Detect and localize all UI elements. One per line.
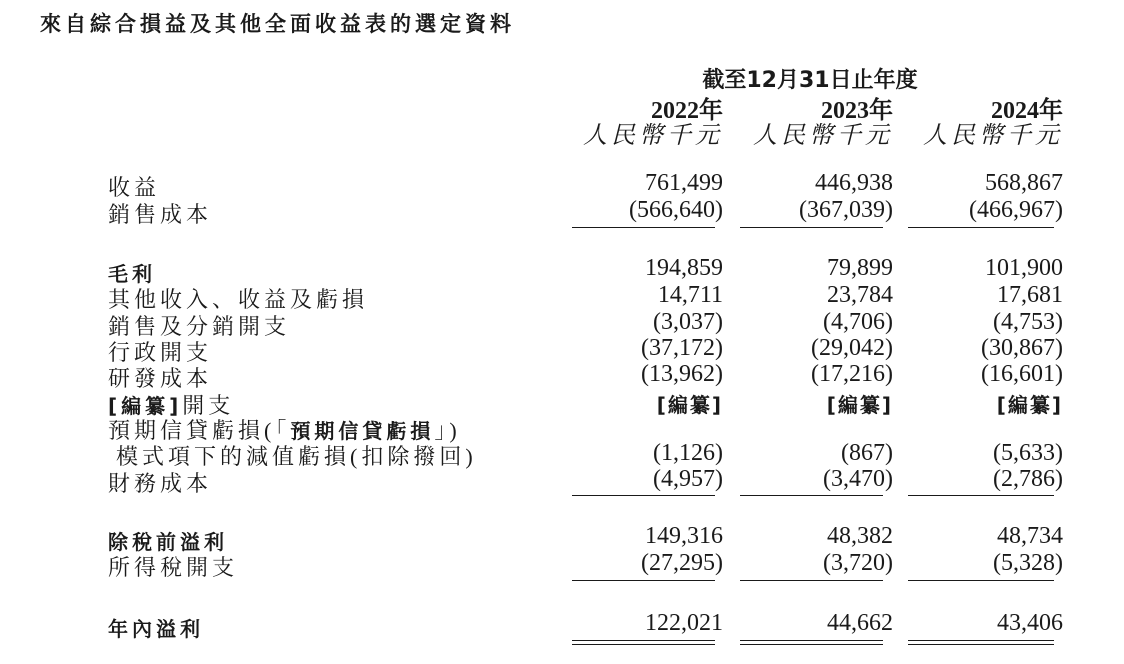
row-label-other-income: 其他收入、收益及虧損 bbox=[108, 287, 369, 312]
row-value: (4,753) bbox=[993, 309, 1063, 335]
year-header-2022: 2022年 bbox=[651, 98, 723, 124]
total-double-rule bbox=[740, 640, 883, 645]
subtotal-rule bbox=[740, 580, 883, 581]
row-label-profit-for-year: 年內溢利 bbox=[108, 617, 204, 641]
row-value: (13,962) bbox=[641, 361, 723, 387]
row-value: 568,867 bbox=[985, 170, 1063, 196]
row-value: (37,172) bbox=[641, 335, 723, 361]
subtotal-rule bbox=[908, 580, 1054, 581]
unit-header-2023: 人民幣千元 bbox=[753, 123, 893, 149]
subtotal-rule bbox=[572, 495, 715, 496]
row-value: (27,295) bbox=[641, 550, 723, 576]
row-value-redacted: [編纂] bbox=[996, 393, 1063, 417]
row-value: (3,720) bbox=[823, 550, 893, 576]
row-value: 446,938 bbox=[815, 170, 893, 196]
row-label-income-tax: 所得稅開支 bbox=[108, 555, 239, 580]
subtotal-rule bbox=[740, 227, 883, 228]
ecl-suffix: 」) bbox=[434, 418, 461, 443]
period-header: 截至12月31日止年度 bbox=[702, 68, 918, 93]
row-value: (5,633) bbox=[993, 440, 1063, 466]
row-label-gross-profit: 毛利 bbox=[108, 262, 156, 286]
row-value: 79,899 bbox=[827, 255, 893, 281]
total-double-rule bbox=[572, 640, 715, 645]
row-value: (3,037) bbox=[653, 309, 723, 335]
row-value-redacted: [編纂] bbox=[826, 393, 893, 417]
row-label-profit-before-tax: 除稅前溢利 bbox=[108, 530, 228, 554]
row-value: 44,662 bbox=[827, 610, 893, 636]
row-value: (4,957) bbox=[653, 466, 723, 492]
row-value: (16,601) bbox=[981, 361, 1063, 387]
row-value: 43,406 bbox=[997, 610, 1063, 636]
row-value: 194,859 bbox=[645, 255, 723, 281]
row-value: (17,216) bbox=[811, 361, 893, 387]
row-value: (1,126) bbox=[653, 440, 723, 466]
row-value: 122,021 bbox=[645, 610, 723, 636]
subtotal-rule bbox=[572, 227, 715, 228]
row-value: 48,734 bbox=[997, 523, 1063, 549]
row-value: (566,640) bbox=[629, 197, 723, 223]
row-label-revenue: 收益 bbox=[108, 175, 161, 200]
row-value: 23,784 bbox=[827, 282, 893, 308]
year-header-2023: 2023年 bbox=[821, 98, 893, 124]
row-value: (5,328) bbox=[993, 550, 1063, 576]
row-value: (2,786) bbox=[993, 466, 1063, 492]
subtotal-rule bbox=[908, 495, 1054, 496]
row-label-cost-of-sales: 銷售成本 bbox=[108, 202, 213, 227]
row-value: 149,316 bbox=[645, 523, 723, 549]
unit-header-2024: 人民幣千元 bbox=[923, 123, 1063, 149]
total-double-rule bbox=[908, 640, 1054, 645]
row-label-finance-costs: 財務成本 bbox=[108, 471, 213, 496]
year-header-2024: 2024年 bbox=[991, 98, 1063, 124]
row-value: 17,681 bbox=[997, 282, 1063, 308]
subtotal-rule bbox=[908, 227, 1054, 228]
row-value: (30,867) bbox=[981, 335, 1063, 361]
row-label-suffix: 開支 bbox=[182, 393, 235, 418]
page-title: 來自綜合損益及其他全面收益表的選定資料 bbox=[40, 12, 515, 36]
row-label-rd-costs: 研發成本 bbox=[108, 366, 213, 391]
ecl-prefix: 預期信貸虧損(「 bbox=[108, 418, 291, 443]
row-value: (466,967) bbox=[969, 197, 1063, 223]
redacted-label: [編纂] bbox=[108, 394, 183, 418]
row-value: (367,039) bbox=[799, 197, 893, 223]
row-value: 14,711 bbox=[657, 282, 723, 308]
row-value: (4,706) bbox=[823, 309, 893, 335]
row-value: (867) bbox=[841, 440, 893, 466]
row-value: (29,042) bbox=[811, 335, 893, 361]
row-label-selling-expenses: 銷售及分銷開支 bbox=[108, 314, 291, 339]
row-value: 48,382 bbox=[827, 523, 893, 549]
row-value: 101,900 bbox=[985, 255, 1063, 281]
row-value-redacted: [編纂] bbox=[656, 393, 723, 417]
row-label-ecl-line2: 模式項下的減值虧損(扣除撥回) bbox=[116, 444, 477, 469]
unit-header-2022: 人民幣千元 bbox=[583, 123, 723, 149]
ecl-defined-term: 預期信貸虧損 bbox=[290, 419, 435, 443]
row-value: (3,470) bbox=[823, 466, 893, 492]
subtotal-rule bbox=[572, 580, 715, 581]
row-label-admin-expenses: 行政開支 bbox=[108, 340, 213, 365]
subtotal-rule bbox=[740, 495, 883, 496]
row-value: 761,499 bbox=[645, 170, 723, 196]
